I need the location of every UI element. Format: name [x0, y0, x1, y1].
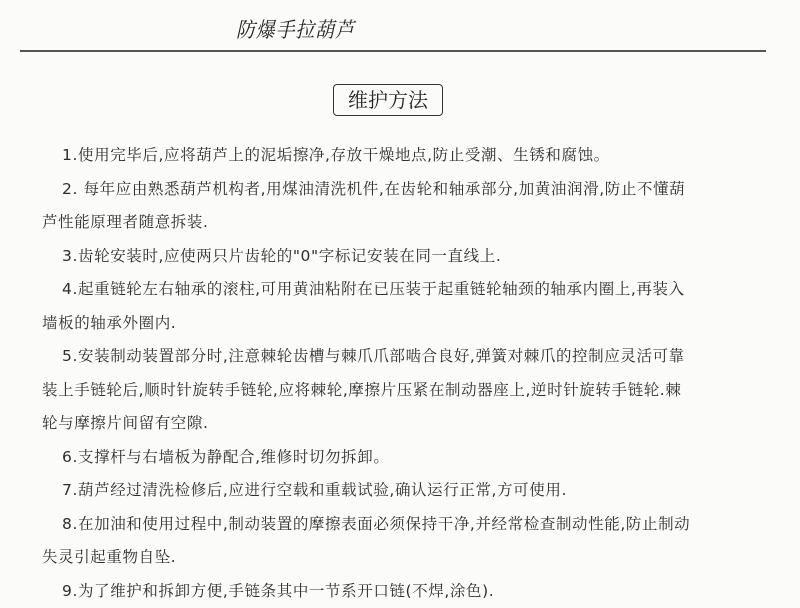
list-item — [42, 441, 772, 475]
list-item-line: 9.为了维护和拆卸方便,手链条其中一节系开口链(不焊,涂色). — [42, 575, 772, 608]
list-item — [42, 173, 772, 240]
list-item-line: 3.齿轮安装时,应使两只片齿轮的"0"字标记安装在同一直线上. — [42, 240, 772, 274]
list-item — [42, 240, 772, 274]
maintenance-list — [42, 139, 772, 608]
document-title: 防爆手拉葫芦 — [236, 14, 355, 44]
list-item-line: 轮与摩擦片间留有空隙. — [42, 407, 772, 441]
list-item-line: 7.葫芦经过清洗检修后,应进行空载和重载试验,确认运行正常,方可使用. — [42, 474, 772, 508]
header-divider — [20, 50, 766, 52]
list-item — [42, 139, 772, 173]
list-item-line: 5.安装制动装置部分时,注意棘轮齿槽与棘爪爪部啮合良好,弹簧对棘爪的控制应灵活可靠 — [42, 340, 772, 374]
list-item — [42, 340, 772, 441]
list-item-line: 失灵引起重物自坠. — [42, 541, 772, 575]
list-item — [42, 575, 772, 608]
list-item-line: 8.在加油和使用过程中,制动装置的摩擦表面必须保持干净,并经常检查制动性能,防止制动 — [42, 508, 772, 542]
list-item-line: 墙板的轴承外圈内. — [42, 307, 772, 341]
list-item-line: 1.使用完毕后,应将葫芦上的泥垢擦净,存放干燥地点,防止受潮、生锈和腐蚀。 — [42, 139, 772, 173]
list-item — [42, 474, 772, 508]
list-item-line: 6.支撑杆与右墙板为静配合,维修时切勿拆卸。 — [42, 441, 772, 475]
section-heading: 维护方法 — [333, 84, 443, 116]
list-item-line: 装上手链轮后,顺时针旋转手链轮,应将棘轮,摩擦片压紧在制动器座上,逆时针旋转手链轮.棘 — [42, 374, 772, 408]
list-item-line: 芦性能原理者随意拆装. — [42, 206, 772, 240]
list-item — [42, 273, 772, 340]
list-item-line: 4.起重链轮左右轴承的滚柱,可用黄油粘附在已压装于起重链轮轴颈的轴承内圈上,再装入 — [42, 273, 772, 307]
list-item — [42, 508, 772, 575]
list-item-line: 2. 每年应由熟悉葫芦机构者,用煤油清洗机件,在齿轮和轴承部分,加黄油润滑,防止不懂葫 — [42, 173, 772, 207]
